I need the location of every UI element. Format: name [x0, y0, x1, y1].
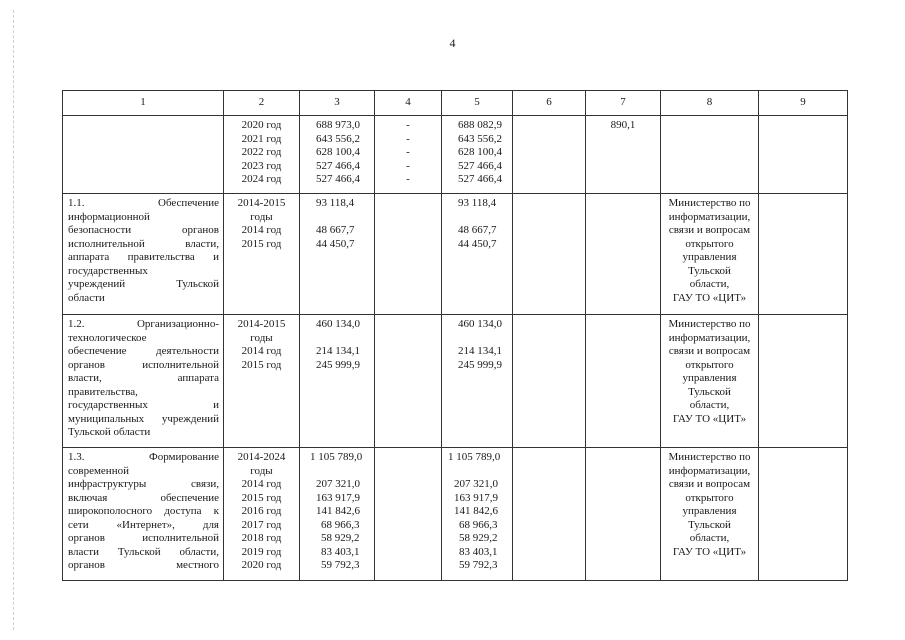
- table-row: [63, 448, 848, 581]
- empty-cell: [513, 315, 586, 448]
- empty-cell: [513, 448, 586, 581]
- years-cell: 2014-2015 годы 2014 год 2015 год: [224, 315, 300, 448]
- header-cell: 5: [442, 91, 513, 116]
- name-cell: 1.1. Обеспечение информационной безопасности органов исполнительной власти, аппарата правительства и государственных учреждений Тульской области: [63, 194, 224, 315]
- responsible-cell: Министерство по информатизации, связи и вопросам открытого управления Тульской области, ГАУ ТО «ЦИТ»: [661, 194, 759, 315]
- empty-cell: [375, 194, 442, 315]
- regional-cell: 688 082,9 643 556,2 628 100,4 527 466,4 527 466,4: [442, 116, 513, 194]
- empty-cell: [375, 448, 442, 581]
- name-cell: 1.2. Организационно- технологическое обеспечение деятельности органов исполнительной власти, аппарата правительства, государственных и муниципальных учреждений Тульской области: [63, 315, 224, 448]
- total-cell: 460 134,0 214 134,1 245 999,9: [300, 315, 375, 448]
- name-cell: [63, 116, 224, 194]
- header-cell: 4: [375, 91, 442, 116]
- table-row: [63, 194, 848, 315]
- empty-cell: [586, 448, 661, 581]
- empty-cell: [759, 116, 848, 194]
- header-cell: 9: [759, 91, 848, 116]
- table-row: [63, 116, 848, 194]
- years-cell: 2020 год 2021 год 2022 год 2023 год 2024 год: [224, 116, 300, 194]
- table-row: [63, 315, 848, 448]
- header-cell: 3: [300, 91, 375, 116]
- empty-cell: [759, 194, 848, 315]
- empty-cell: [375, 315, 442, 448]
- page-number: 4: [449, 36, 456, 50]
- empty-cell: [759, 315, 848, 448]
- responsible-cell: Министерство по информатизации, связи и вопросам открытого управления Тульской области, ГАУ ТО «ЦИТ»: [661, 315, 759, 448]
- extrabudget-cell: 890,1: [586, 116, 661, 194]
- name-cell: 1.3. Формирование современной инфраструктуры связи, включая обеспечение широкополосного доступа к сети «Интернет», для органов исполнительной власти Тульской области, органов местного: [63, 448, 224, 581]
- empty-cell: [586, 194, 661, 315]
- header-cell: 1: [63, 91, 224, 116]
- empty-cell: [586, 315, 661, 448]
- empty-cell: [759, 448, 848, 581]
- empty-cell: [513, 194, 586, 315]
- total-cell: 93 118,4 48 667,7 44 450,7: [300, 194, 375, 315]
- header-cell: 6: [513, 91, 586, 116]
- empty-cell: [513, 116, 586, 194]
- total-cell: 688 973,0 643 556,2 628 100,4 527 466,4 527 466,4: [300, 116, 375, 194]
- years-cell: 2014-2024 годы 2014 год 2015 год 2016 год 2017 год 2018 год 2019 год 2020 год: [224, 448, 300, 581]
- responsible-cell: Министерство по информатизации, связи и вопросам открытого управления Тульской области, ГАУ ТО «ЦИТ»: [661, 448, 759, 581]
- regional-cell: 1 105 789,0 207 321,0 163 917,9 141 842,6 68 966,3 58 929,2 83 403,1 59 792,3: [442, 448, 513, 581]
- scan-edge-line: [13, 10, 14, 630]
- header-cell: 7: [586, 91, 661, 116]
- header-cell: 2: [224, 91, 300, 116]
- federal-cell: - - - - -: [375, 116, 442, 194]
- regional-cell: 93 118,4 48 667,7 44 450,7: [442, 194, 513, 315]
- regional-cell: 460 134,0 214 134,1 245 999,9: [442, 315, 513, 448]
- header-cell: 8: [661, 91, 759, 116]
- empty-cell: [661, 116, 759, 194]
- header-row: [63, 91, 848, 116]
- program-table: [62, 90, 848, 581]
- total-cell: 1 105 789,0 207 321,0 163 917,9 141 842,6 68 966,3 58 929,2 83 403,1 59 792,3: [300, 448, 375, 581]
- years-cell: 2014-2015 годы 2014 год 2015 год: [224, 194, 300, 315]
